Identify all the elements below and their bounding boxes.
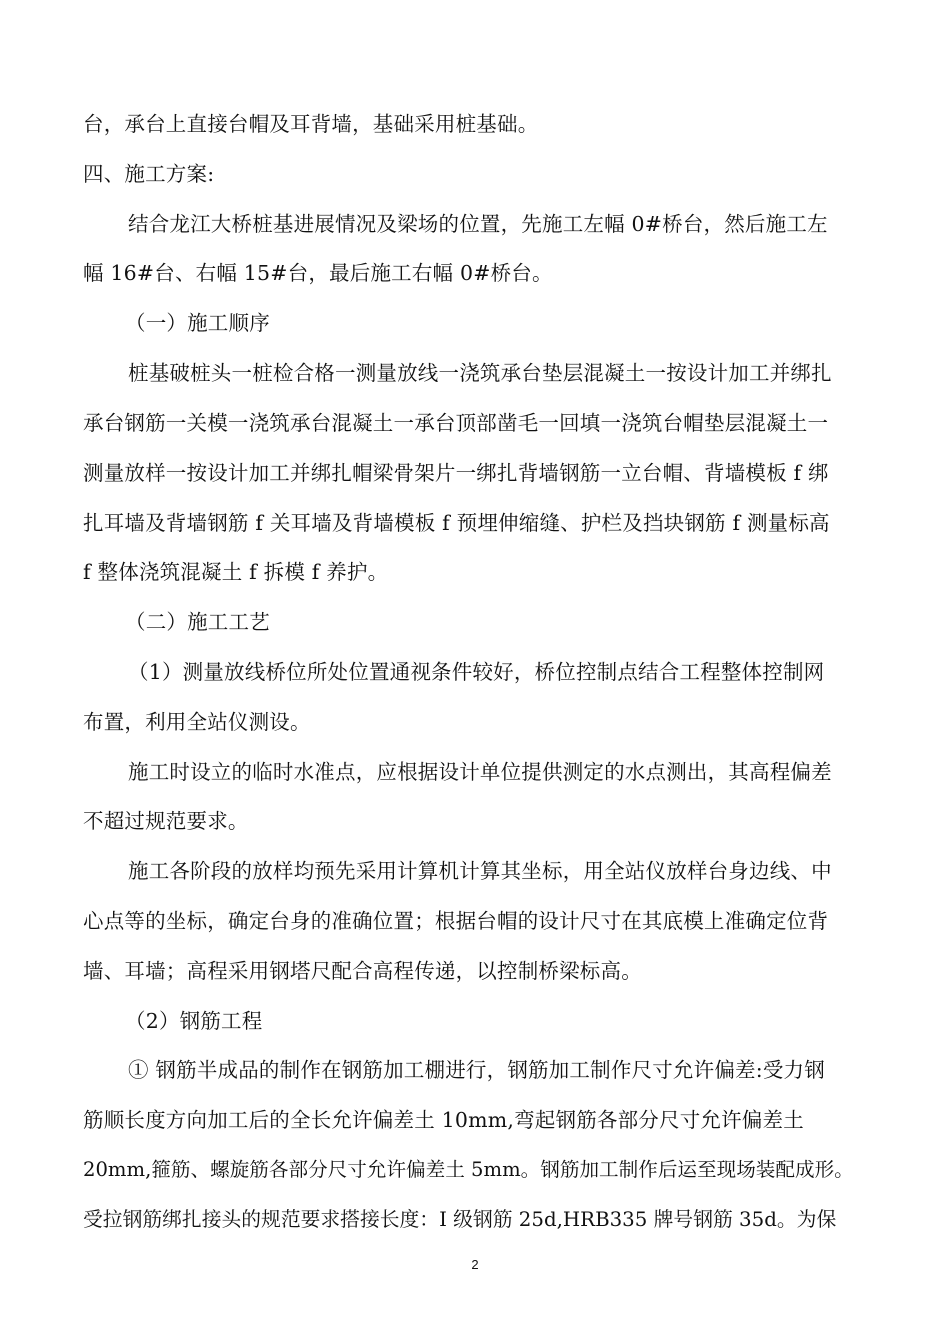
text-line: 测量放样一按设计加工并绑扎帽梁骨架片一绑扎背墙钢筋一立台帽、背墙模板 f 绑 bbox=[83, 461, 829, 485]
text-line: 桩基破桩头一桩检合格一测量放线一浇筑承台垫层混凝土一按设计加工并绑扎 bbox=[128, 361, 832, 385]
text-line: 承台钢筋一关模一浇筑承台混凝土一承台顶部凿毛一回填一浇筑台帽垫层混凝土一 bbox=[83, 411, 829, 435]
text-line: 幅 16#台、右幅 15#台，最后施工右幅 0#桥台。 bbox=[83, 261, 553, 285]
text-line: 筋顺长度方向加工后的全长允许偏差土 10mm,弯起钢筋各部分尺寸允许偏差土 bbox=[83, 1108, 804, 1132]
text-line: 受拉钢筋绑扎接头的规范要求搭接长度：I 级钢筋 25d,HRB335 牌号钢筋 35d。为保 bbox=[83, 1208, 837, 1231]
text-line: 结合龙江大桥桩基进展情况及梁场的位置，先施工左幅 0#桥台，然后施工左 bbox=[128, 212, 828, 236]
text-line: 布置，利用全站仪测设。 bbox=[83, 710, 311, 734]
section-heading: 四、施工方案: bbox=[83, 162, 215, 186]
subsection-heading: （二）施工工艺 bbox=[125, 610, 270, 634]
text-line: 施工各阶段的放样均预先采用计算机计算其坐标，用全站仪放样台身边线、中 bbox=[128, 859, 832, 883]
page-number: 2 bbox=[471, 1257, 479, 1272]
subsection-heading: （一）施工顺序 bbox=[125, 311, 270, 335]
text-line: ① 钢筋半成品的制作在钢筋加工棚进行，钢筋加工制作尺寸允许偏差:受力钢 bbox=[128, 1058, 825, 1082]
text-line: 不超过规范要求。 bbox=[83, 809, 249, 833]
text-line: 台，承台上直接台帽及耳背墙，基础采用桩基础。 bbox=[83, 112, 539, 136]
text-line: 心点等的坐标，确定台身的准确位置；根据台帽的设计尺寸在其底模上准确定位背 bbox=[83, 909, 829, 933]
subsection-heading: （2）钢筋工程 bbox=[125, 1009, 263, 1033]
text-line: 施工时设立的临时水准点，应根据设计单位提供测定的水点测出，其高程偏差 bbox=[128, 760, 832, 784]
text-line: 20mm,箍筋、螺旋筋各部分尺寸允许偏差土 5mm。钢筋加工制作后运至现场装配成形。 bbox=[83, 1158, 854, 1181]
text-line: （1）测量放线桥位所处位置通视条件较好，桥位控制点结合工程整体控制网 bbox=[128, 660, 825, 684]
text-line: f 整体浇筑混凝土 f 拆模 f 养护。 bbox=[83, 560, 389, 584]
text-line: 扎耳墙及背墙钢筋 f 关耳墙及背墙模板 f 预埋伸缩缝、护栏及挡块钢筋 f 测量标高 bbox=[83, 511, 830, 535]
text-line: 墙、耳墙；高程采用钢塔尺配合高程传递，以控制桥梁标高。 bbox=[83, 959, 642, 983]
